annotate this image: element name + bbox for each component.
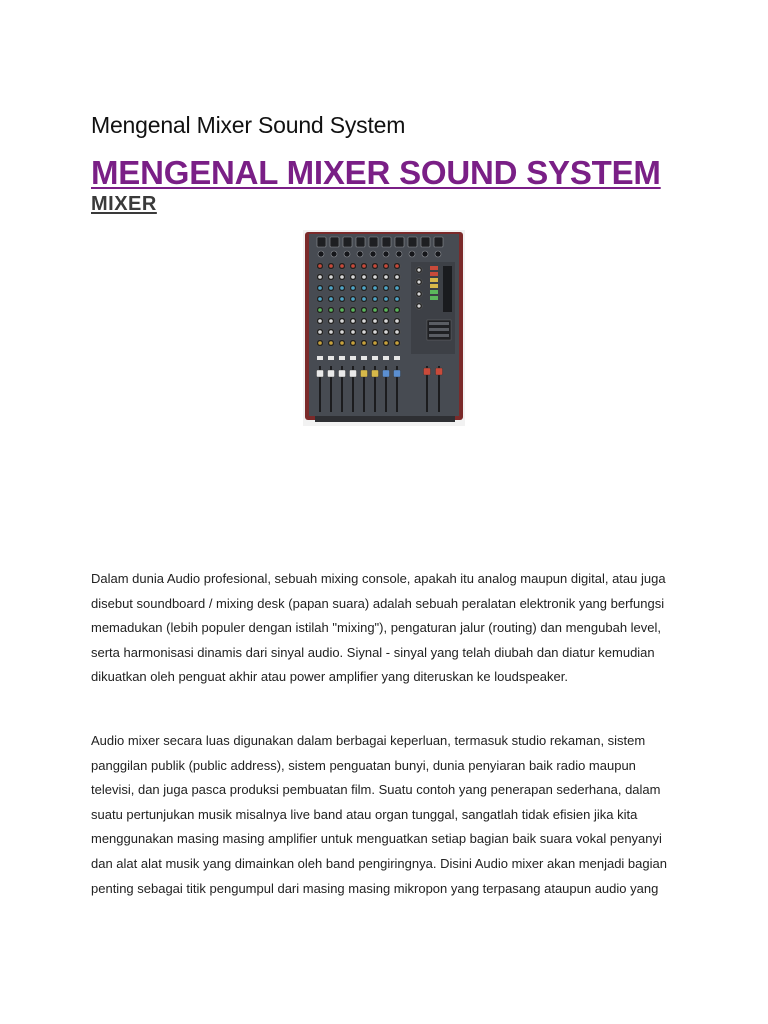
knob-cap [362, 297, 366, 301]
knob-cap [351, 330, 355, 334]
paragraph-line: disebut soundboard / mixing desk (papan suara) adalah sebuah peralatan elektronik yang berfungsi [91, 595, 665, 611]
knob-cap [384, 297, 388, 301]
knob-cap [340, 341, 344, 345]
paragraph-line: dikuatkan oleh penguat akhir atau power amplifier yang diteruskan ke loudspeaker. [91, 669, 568, 685]
knob-cap [329, 341, 333, 345]
main-heading: MENGENAL MIXER SOUND SYSTEM [91, 154, 661, 191]
fader-cap [394, 370, 401, 377]
knob-cap [362, 319, 366, 323]
knob-cap [351, 286, 355, 290]
knob-cap [362, 264, 366, 268]
knob-cap [373, 308, 377, 312]
input-jack [382, 237, 391, 247]
level-meter-led [430, 272, 438, 276]
knob-cap [362, 341, 366, 345]
channel-button [394, 356, 400, 360]
channel-button [361, 356, 367, 360]
knob-cap [329, 319, 333, 323]
knob-cap [351, 275, 355, 279]
knob-cap [351, 308, 355, 312]
line-jack [383, 251, 389, 257]
mixer-console-image [303, 230, 465, 426]
knob-cap [384, 286, 388, 290]
paragraph-1 [91, 567, 691, 690]
knob-cap [373, 297, 377, 301]
fader-cap [317, 370, 324, 377]
line-jack [409, 251, 415, 257]
channel-button [372, 356, 378, 360]
knob-cap [340, 275, 344, 279]
document-title: Mengenal Mixer Sound System [91, 112, 406, 138]
paragraph-line: serta harmonisasi dinamis dari sinyal audio. Siynal - sinyal yang telah diubah dan diatur kemudian [91, 644, 655, 660]
display-row [429, 328, 449, 331]
knob-cap [362, 308, 366, 312]
knob-cap [318, 264, 322, 268]
line-jack [422, 251, 428, 257]
input-jack [343, 237, 352, 247]
knob-cap [373, 264, 377, 268]
knob-cap [362, 275, 366, 279]
display-row [429, 334, 449, 337]
knob-cap [384, 308, 388, 312]
fader-cap [339, 370, 346, 377]
channel-button [328, 356, 334, 360]
knob-cap [417, 268, 420, 271]
knob-cap [351, 297, 355, 301]
line-jack [357, 251, 363, 257]
knob-cap [373, 319, 377, 323]
fader-cap [361, 370, 368, 377]
fader-cap [383, 370, 390, 377]
line-jack [318, 251, 324, 257]
knob-cap [351, 264, 355, 268]
fader-cap [350, 370, 357, 377]
master-fader-cap [436, 368, 443, 375]
knob-cap [373, 341, 377, 345]
knob-cap [417, 292, 420, 295]
master-fader-cap [424, 368, 431, 375]
paragraph-line: menggunakan masing masing amplifier untuk menguatkan setiap bagian baik suara vokal penyanyi [91, 831, 662, 847]
input-jack [330, 237, 339, 247]
input-jack [421, 237, 430, 247]
console-base [315, 416, 455, 422]
level-meter-led [430, 296, 438, 300]
knob-cap [373, 275, 377, 279]
input-jack [317, 237, 326, 247]
knob-cap [373, 330, 377, 334]
knob-cap [362, 330, 366, 334]
line-jack [344, 251, 350, 257]
input-jack [434, 237, 443, 247]
input-jack [408, 237, 417, 247]
knob-cap [340, 297, 344, 301]
knob-cap [318, 297, 322, 301]
display-row [429, 322, 449, 325]
knob-cap [384, 330, 388, 334]
knob-cap [329, 275, 333, 279]
knob-cap [329, 308, 333, 312]
channel-button [339, 356, 345, 360]
knob-cap [318, 308, 322, 312]
fader-cap [328, 370, 335, 377]
level-meter-led [430, 266, 438, 270]
level-meter-led [430, 290, 438, 294]
line-jack [331, 251, 337, 257]
channel-button [350, 356, 356, 360]
input-jack [395, 237, 404, 247]
paragraph-line: panggilan publik (public address), sistem penguatan bunyi, dunia penyiaran baik radio maupun [91, 757, 636, 773]
input-jack [369, 237, 378, 247]
knob-cap [351, 341, 355, 345]
knob-cap [395, 319, 399, 323]
paragraph-line: penting sebagai titik pengumpul dari masing masing mikropon yang terpasang ataupun audio yang [91, 880, 659, 896]
channel-button [383, 356, 389, 360]
knob-cap [340, 264, 344, 268]
brand-strip [443, 266, 452, 312]
knob-cap [318, 341, 322, 345]
knob-cap [384, 264, 388, 268]
knob-cap [384, 341, 388, 345]
paragraph-line: suatu pertunjukan musik misalnya live band atau organ tunggal, sangatlah tidak efisien jika kita [91, 806, 638, 822]
knob-cap [318, 330, 322, 334]
knob-cap [329, 264, 333, 268]
line-jack [396, 251, 402, 257]
knob-cap [329, 297, 333, 301]
sub-heading: MIXER [91, 193, 157, 215]
level-meter-led [430, 278, 438, 282]
knob-cap [395, 286, 399, 290]
knob-cap [329, 330, 333, 334]
input-jack [356, 237, 365, 247]
knob-cap [373, 286, 377, 290]
paragraph-line: televisi, dan juga pasca produksi pembuatan film. Suatu contoh yang penerapan sederhana, dalam [91, 782, 661, 798]
knob-cap [318, 275, 322, 279]
knob-cap [329, 286, 333, 290]
knob-cap [395, 330, 399, 334]
knob-cap [395, 264, 399, 268]
knob-cap [340, 308, 344, 312]
paragraph-line: memadukan (lebih populer dengan istilah "mixing"), pengaturan jalur (routing) dan mengubah level, [91, 620, 662, 636]
knob-cap [395, 275, 399, 279]
knob-cap [384, 275, 388, 279]
knob-cap [417, 280, 420, 283]
knob-cap [395, 341, 399, 345]
paragraph-line: dan alat alat musik yang dimainkan oleh band pengiringnya. Disini Audio mixer akan menjadi bagian [91, 855, 667, 871]
knob-cap [417, 304, 420, 307]
knob-cap [340, 330, 344, 334]
knob-cap [340, 319, 344, 323]
fader-cap [372, 370, 379, 377]
knob-cap [395, 297, 399, 301]
channel-button [317, 356, 323, 360]
knob-cap [340, 286, 344, 290]
paragraph-line: Audio mixer secara luas digunakan dalam berbagai keperluan, termasuk studio rekaman, sistem [91, 733, 646, 748]
knob-cap [318, 319, 322, 323]
knob-cap [318, 286, 322, 290]
level-meter-led [430, 284, 438, 288]
knob-cap [384, 319, 388, 323]
line-jack [370, 251, 376, 257]
paragraph-line: Dalam dunia Audio profesional, sebuah mixing console, apakah itu analog maupun digital, atau juga [91, 571, 666, 586]
knob-cap [395, 308, 399, 312]
knob-cap [362, 286, 366, 290]
knob-cap [351, 319, 355, 323]
line-jack [435, 251, 441, 257]
paragraph-2 [91, 729, 691, 901]
